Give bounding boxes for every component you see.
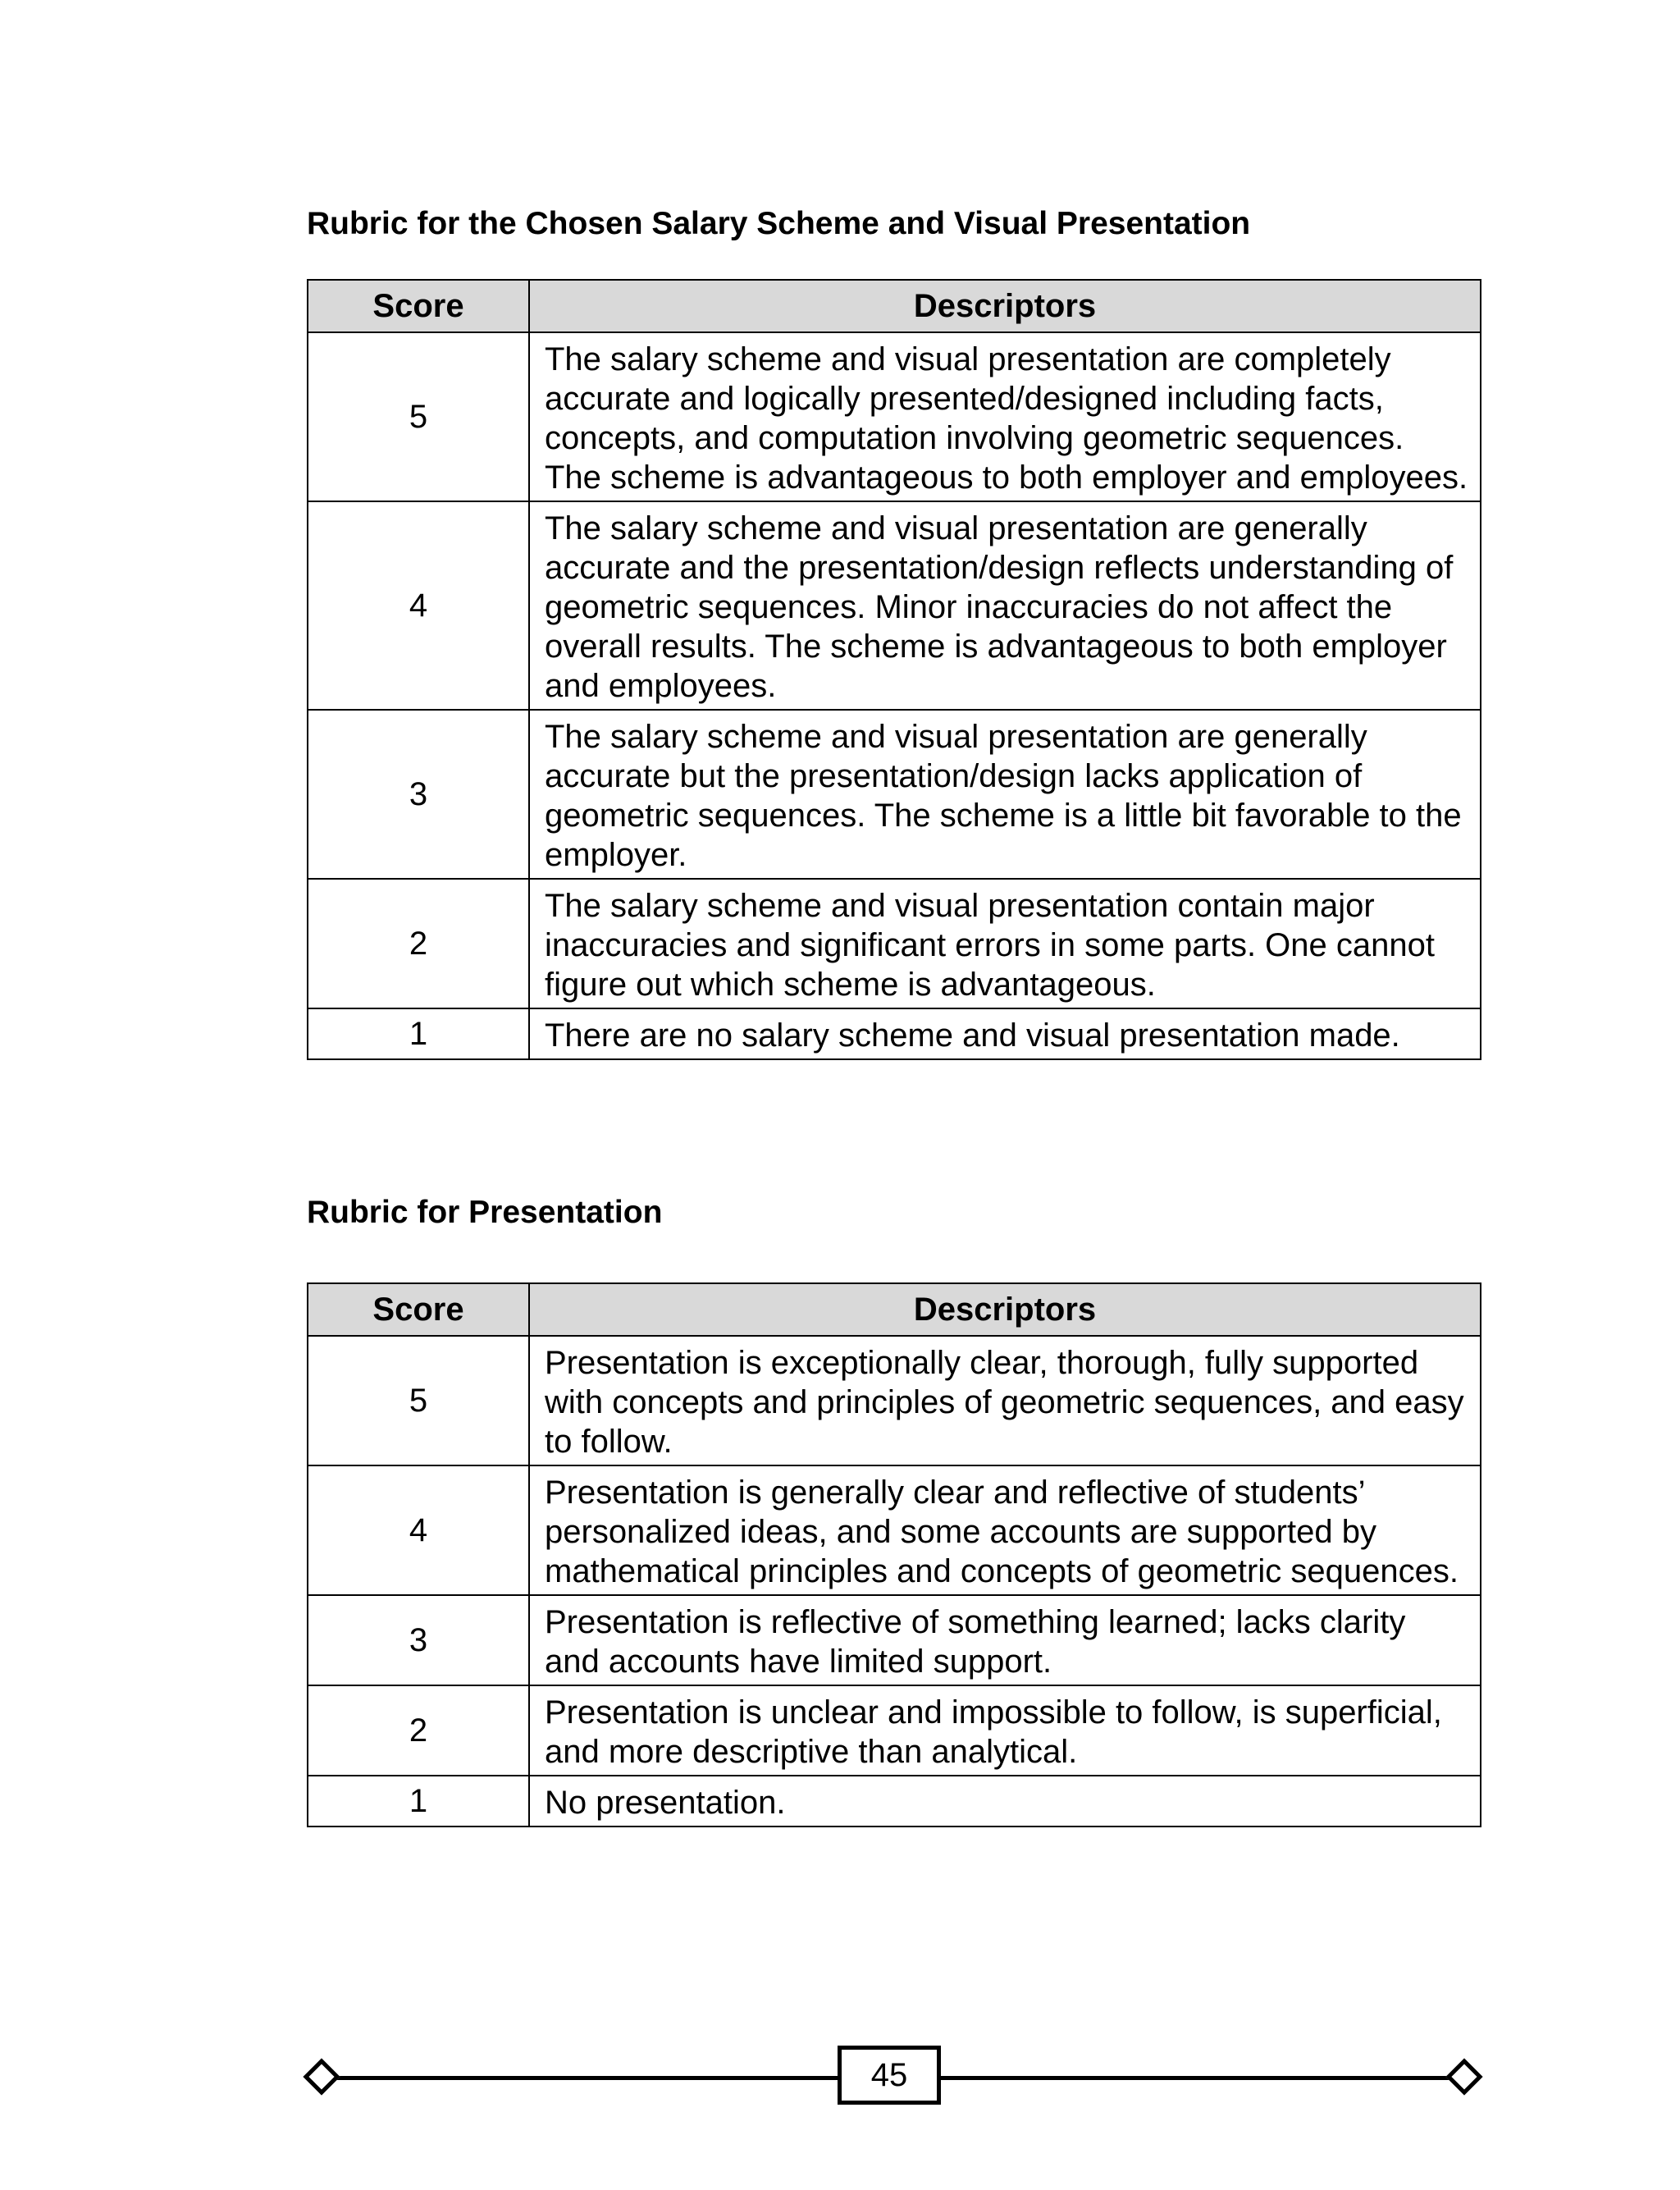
score-cell: 2 xyxy=(308,879,529,1008)
descriptor-cell: Presentation is exceptionally clear, thorough, fully supported with concepts and principles of geometric sequences, and easy to follow. xyxy=(529,1336,1481,1465)
score-cell: 2 xyxy=(308,1685,529,1776)
descriptor-cell: The salary scheme and visual presentation are generally accurate and the presentation/design reflects understanding of geometric sequences. Minor inaccuracies do not affect the overall results. The scheme is advantageous to both employer and employees. xyxy=(529,501,1481,710)
table-row xyxy=(308,1685,1481,1776)
score-cell: 5 xyxy=(308,332,529,501)
table-row xyxy=(308,879,1481,1008)
table-row xyxy=(308,501,1481,710)
diamond-ornament-icon xyxy=(303,2058,340,2095)
rubric-table-presentation xyxy=(307,1282,1481,1827)
score-cell: 3 xyxy=(308,710,529,879)
table-row xyxy=(308,1465,1481,1595)
score-cell: 4 xyxy=(308,1465,529,1595)
page-number: 45 xyxy=(838,2046,941,2105)
descriptor-cell: The salary scheme and visual presentation are generally accurate but the presentation/design lacks application of geometric sequences. The scheme is a little bit favorable to the employer. xyxy=(529,710,1481,879)
rubric-title-presentation: Rubric for Presentation xyxy=(307,1195,663,1230)
descriptor-cell: There are no salary scheme and visual presentation made. xyxy=(529,1008,1481,1059)
header-score: Score xyxy=(308,280,529,332)
score-cell: 4 xyxy=(308,501,529,710)
descriptor-cell: Presentation is reflective of something learned; lacks clarity and accounts have limited support. xyxy=(529,1595,1481,1685)
rubric-table-salary-scheme xyxy=(307,279,1481,1060)
descriptor-cell: No presentation. xyxy=(529,1776,1481,1827)
header-descriptors: Descriptors xyxy=(529,280,1481,332)
header-descriptors: Descriptors xyxy=(529,1283,1481,1336)
table-row xyxy=(308,1776,1481,1827)
table-row xyxy=(308,1336,1481,1465)
score-cell: 1 xyxy=(308,1008,529,1059)
diamond-ornament-icon xyxy=(1445,2058,1482,2095)
table-header-row xyxy=(308,280,1481,332)
descriptor-cell: Presentation is generally clear and reflective of students’ personalized ideas, and some accounts are supported by mathematical principles and concepts of geometric sequences. xyxy=(529,1465,1481,1595)
table-row xyxy=(308,1595,1481,1685)
score-cell: 5 xyxy=(308,1336,529,1465)
descriptor-cell: The salary scheme and visual presentation contain major inaccuracies and significant errors in some parts. One cannot figure out which scheme is advantageous. xyxy=(529,879,1481,1008)
score-cell: 1 xyxy=(308,1776,529,1827)
descriptor-cell: The salary scheme and visual presentation are completely accurate and logically presented/designed including facts, concepts, and computation involving geometric sequences. The scheme is advantageous to both employer and employees. xyxy=(529,332,1481,501)
table-row xyxy=(308,332,1481,501)
score-cell: 3 xyxy=(308,1595,529,1685)
descriptor-cell: Presentation is unclear and impossible to follow, is superficial, and more descriptive than analytical. xyxy=(529,1685,1481,1776)
table-header-row xyxy=(308,1283,1481,1336)
table-row xyxy=(308,710,1481,879)
rubric-title-salary-scheme: Rubric for the Chosen Salary Scheme and Visual Presentation xyxy=(307,206,1251,241)
table-row xyxy=(308,1008,1481,1059)
header-score: Score xyxy=(308,1283,529,1336)
